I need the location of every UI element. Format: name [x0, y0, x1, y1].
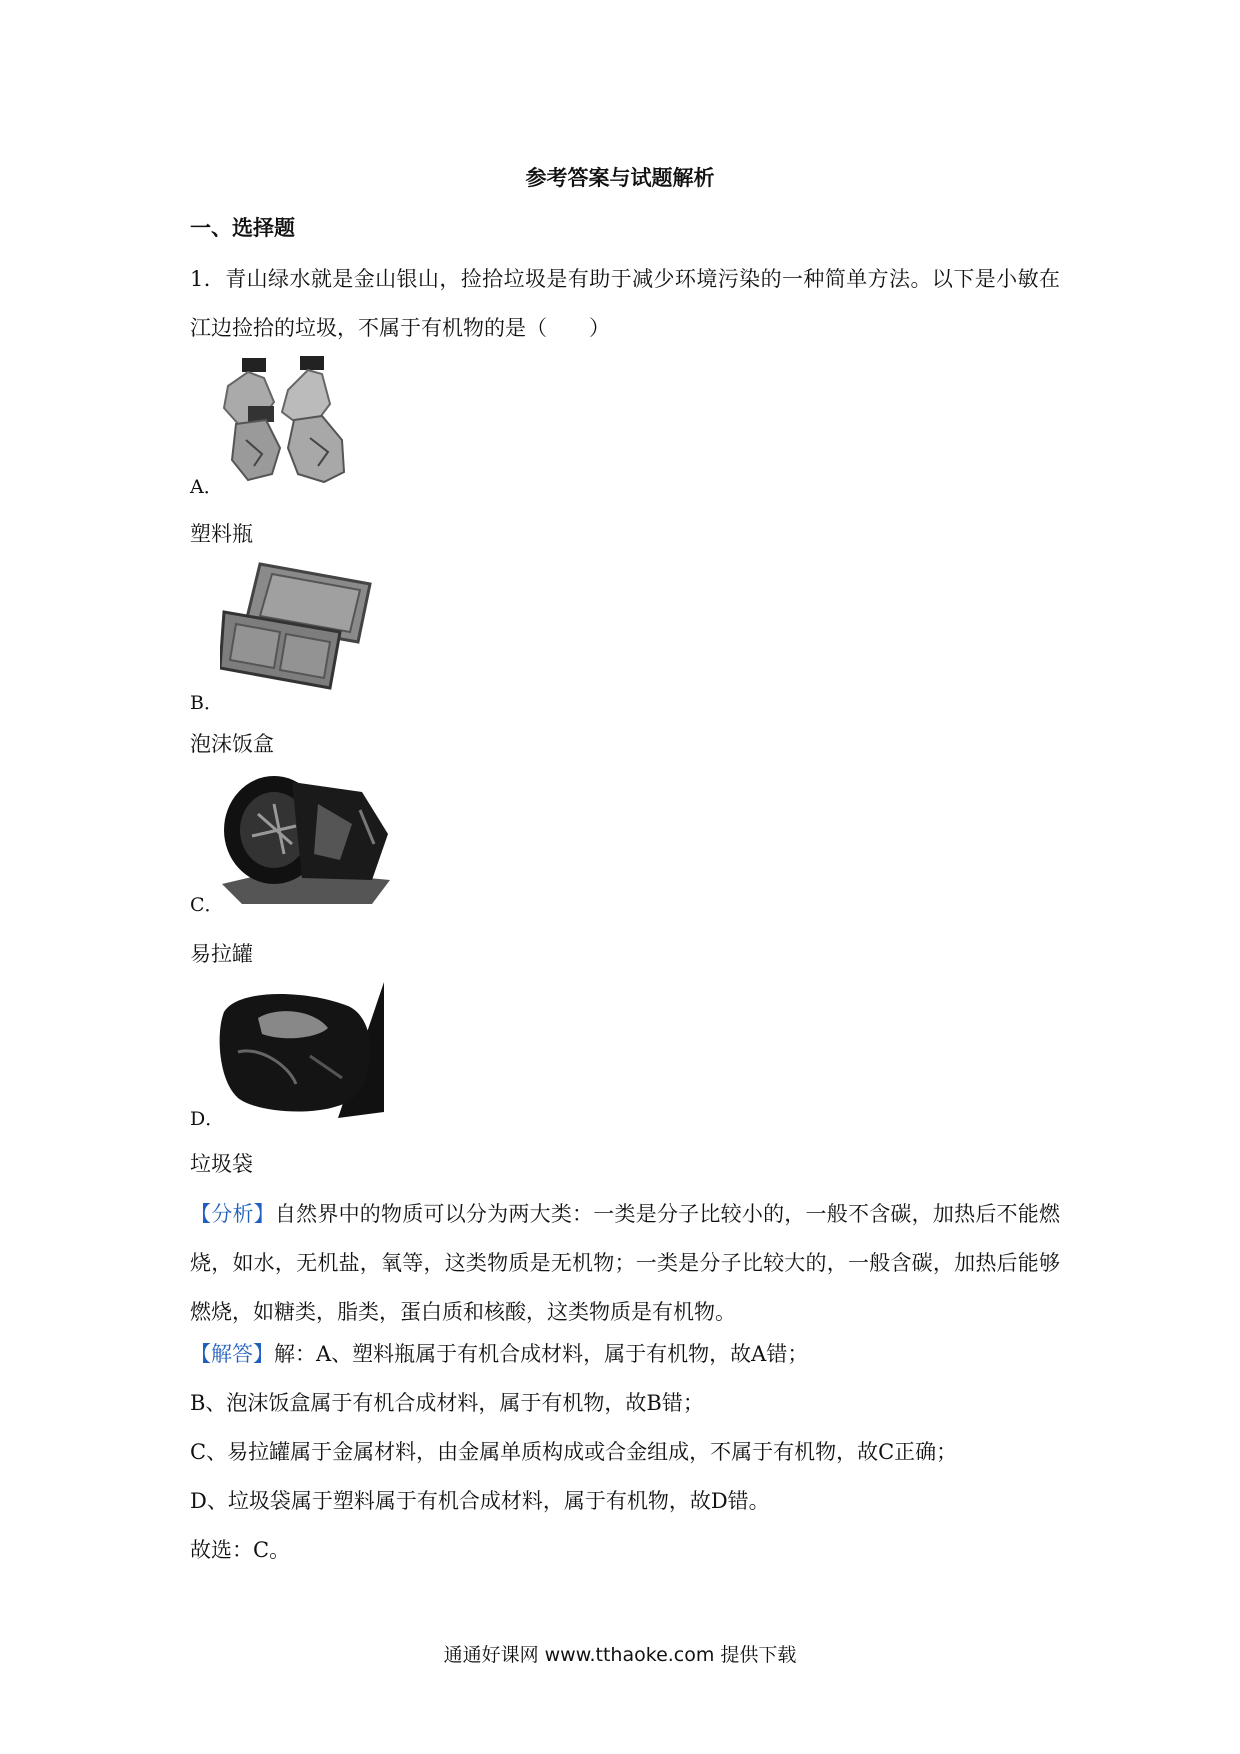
page-title: 参考答案与试题解析 [525, 165, 715, 190]
answer-tag: 【解答】 [190, 1342, 274, 1366]
question-text: 1．青山绿水就是金山银山，捡拾垃圾是有助于减少环境污染的一种简单方法。以下是小敏在江边捡拾的垃圾，不属于有机物的是（ ） [190, 267, 1060, 340]
option-a-label: 塑料瓶 [190, 522, 253, 546]
option-b-label: 泡沫饭盒 [190, 732, 274, 756]
analysis-paragraph [190, 1190, 1060, 1337]
answer-conclusion: 故选：C。 [190, 1538, 291, 1562]
section-heading: 一、选择题 [190, 215, 295, 240]
option-d-label: 垃圾袋 [190, 1152, 253, 1176]
analysis-tag: 【分析】 [190, 1202, 275, 1226]
option-d-letter: D． [190, 1108, 225, 1130]
can-image [222, 774, 390, 904]
option-c-label: 易拉罐 [190, 942, 253, 966]
page-footer: 通通好课网 www.tthaoke.com 提供下载 [443, 1644, 797, 1666]
answer-line-1-text: 解：A、塑料瓶属于有机合成材料，属于有机物，故A错； [274, 1342, 809, 1366]
answer-line-1 [190, 1338, 808, 1368]
plastic-bottles-image [218, 356, 354, 484]
option-b-letter: B． [190, 692, 223, 714]
answer-line-3: C、易拉罐属于金属材料，由金属单质构成或合金组成，不属于有机物，故C正确； [190, 1440, 958, 1464]
option-c-letter: C． [190, 894, 224, 916]
analysis-text: 自然界中的物质可以分为两大类：一类是分子比较小的，一般不含碳，加热后不能燃烧，如水，无机盐，氧等，这类物质是无机物；一类是分子比较大的，一般含碳，加热后能够燃烧，如糖类，脂类，蛋白质和核酸，这类物质是有机物。 [190, 1202, 1061, 1324]
option-a-letter: A． [190, 476, 223, 498]
answer-line-2: B、泡沫饭盒属于有机合成材料，属于有机物，故B错； [190, 1391, 704, 1415]
answer-line-4: D、垃圾袋属于塑料属于有机合成材料，属于有机物，故D错。 [190, 1489, 770, 1513]
foam-box-image [220, 562, 374, 690]
garbage-bag-image [218, 982, 384, 1118]
